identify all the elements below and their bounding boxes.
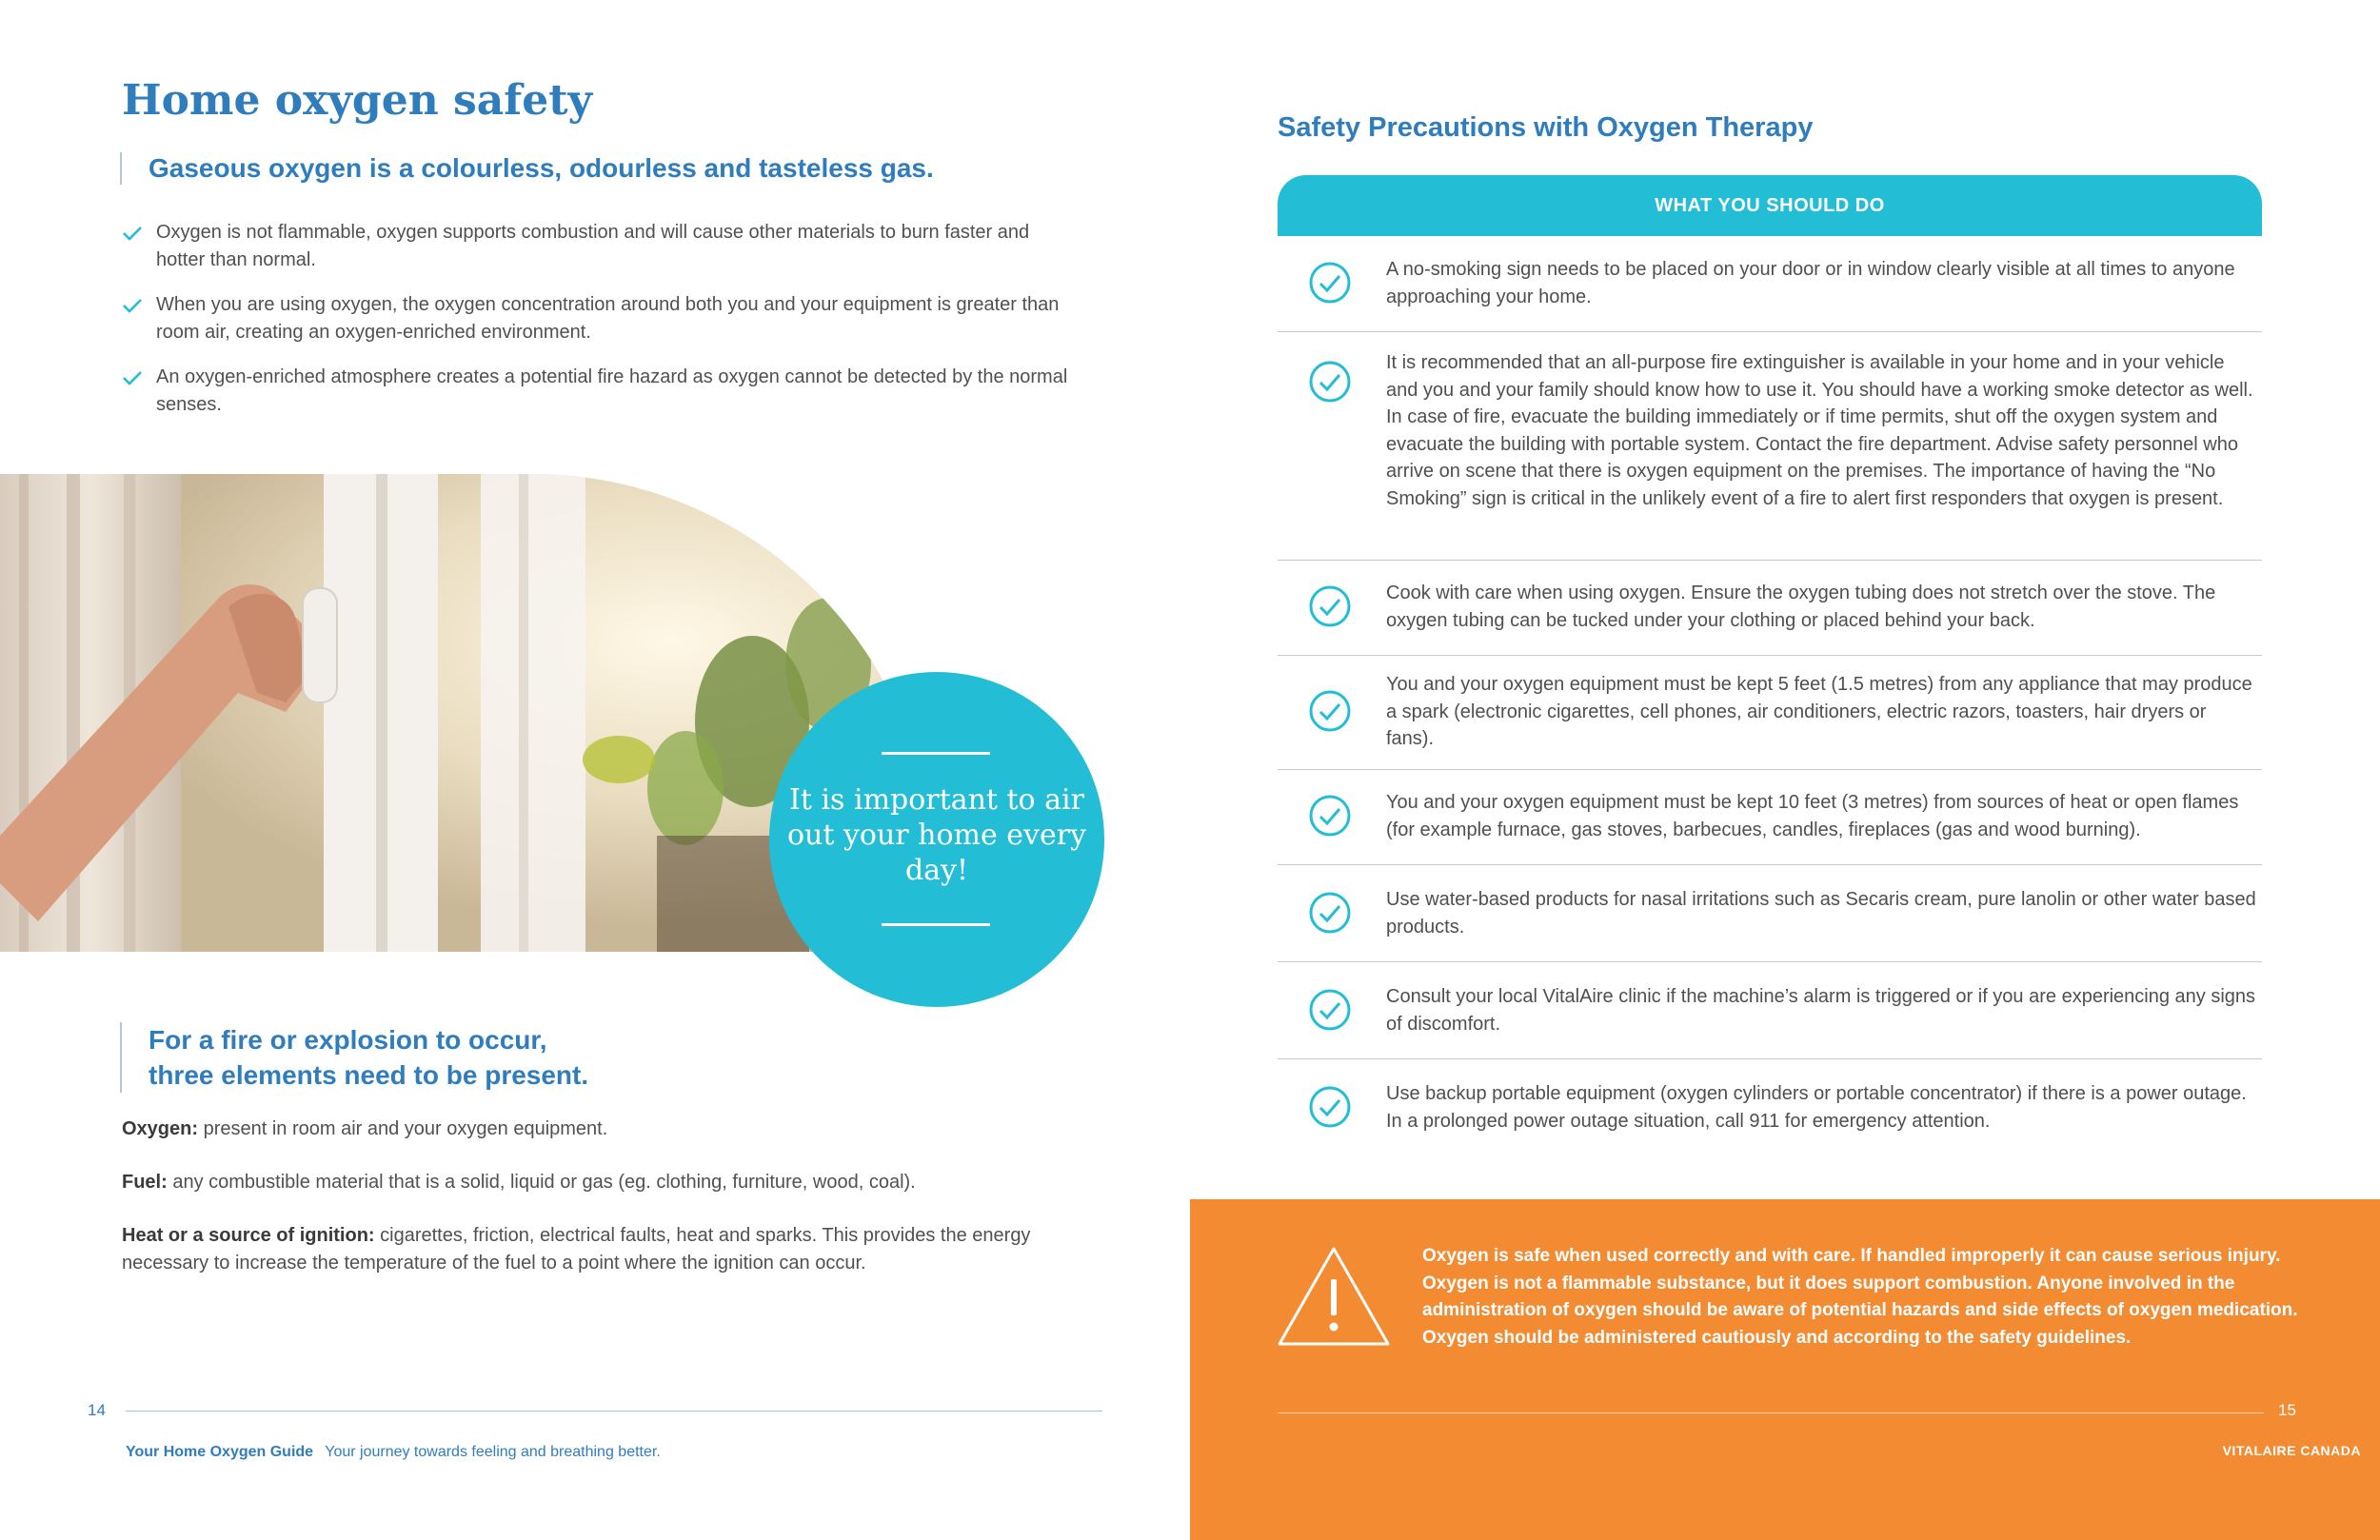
subtitle: Gaseous oxygen is a colourless, odourless and tasteless gas. xyxy=(149,153,934,183)
warning-text: Oxygen is safe when used correctly and with care. If handled improperly it can cause serious injury. Oxygen is not a flammable substance, but it does support combustion. Anyone involved in the administration of oxygen should be aware of potential hazards and side effects of oxygen medication. Oxygen should be administered cautiously and according to the safety guidelines. xyxy=(1422,1246,2298,1348)
element-text: cigarettes, friction, electrical faults, heat and sparks. This provides the energy necessary to increase the temperature of the fuel to a point where the ignition can occur. xyxy=(122,1225,1031,1273)
element-heat xyxy=(122,1222,1074,1277)
checkmark-icon xyxy=(122,225,143,242)
row-text: Cook with care when using oxygen. Ensure the oxygen tubing does not stretch over the stove. The oxygen tubing can be tucked under your clothing or placed behind your back. xyxy=(1386,582,2216,631)
warning-triangle-icon xyxy=(1276,1245,1392,1348)
row-text: Consult your local VitalAire clinic if the machine’s alarm is triggered or if you are experiencing any signs of discomfort. xyxy=(1386,986,2256,1035)
table-header: WHAT YOU SHOULD DO xyxy=(1278,175,2262,236)
table-row xyxy=(1278,769,2262,865)
page-number-left: 14 xyxy=(88,1401,106,1419)
footer-divider xyxy=(1278,1412,2264,1413)
element-oxygen xyxy=(122,1116,1074,1143)
check-circle-icon xyxy=(1308,261,1352,305)
table-row xyxy=(1278,331,2262,561)
element-term: Heat or a source of ignition: xyxy=(122,1225,375,1246)
checkmark-icon xyxy=(122,297,143,314)
element-term: Oxygen: xyxy=(122,1118,199,1139)
table-row xyxy=(1278,236,2262,332)
list-item-text: When you are using oxygen, the oxygen concentration around both you and your equipment is greater than room air, creating an oxygen-enriched environment. xyxy=(156,294,1060,343)
check-circle-icon xyxy=(1308,1085,1352,1129)
list-item xyxy=(122,219,1074,274)
table-row xyxy=(1278,560,2262,656)
check-circle-icon xyxy=(1308,689,1352,733)
element-text: any combustible material that is a solid, liquid or gas (eg. clothing, furniture, wood, coal). xyxy=(167,1172,916,1193)
fire-heading: For a fire or explosion to occur, three elements need to be present. xyxy=(149,1025,589,1090)
footer-divider xyxy=(126,1411,1102,1412)
callout-circle xyxy=(769,672,1104,1007)
footer xyxy=(126,1444,661,1461)
check-circle-icon xyxy=(1308,794,1352,838)
row-text: Use backup portable equipment (oxygen cylinders or portable concentrator) if there is a power outage. In a prolonged power outage situation, call 911 for emergency attention. xyxy=(1386,1083,2247,1132)
element-text: present in room air and your oxygen equipment. xyxy=(198,1118,608,1139)
fact-list xyxy=(122,219,1074,436)
list-item xyxy=(122,364,1074,419)
callout-divider xyxy=(882,923,990,926)
footer-brand: Your Home Oxygen Guide xyxy=(126,1444,314,1460)
table-row xyxy=(1278,961,2262,1059)
list-item-text: Oxygen is not flammable, oxygen supports combustion and will cause other materials to burn faster and hotter than normal. xyxy=(156,222,1030,270)
page-number-right: 15 xyxy=(2278,1401,2296,1419)
warning-panel xyxy=(1190,1199,2380,1540)
list-item xyxy=(122,291,1074,346)
callout-divider xyxy=(882,752,990,755)
row-text: A no-smoking sign needs to be placed on your door or in window clearly visible at all times to anyone approaching your home. xyxy=(1386,259,2235,307)
check-circle-icon xyxy=(1308,988,1352,1032)
row-text: Use water-based products for nasal irritations such as Secaris cream, pure lanolin or other water based products. xyxy=(1386,889,2256,938)
fire-heading-block xyxy=(120,1022,588,1093)
row-text: You and your oxygen equipment must be kept 10 feet (3 metres) from sources of heat or open flames (for example furnace, gas stoves, barbecues, candles, fireplaces (gas and wood burning). xyxy=(1386,792,2239,840)
row-text: You and your oxygen equipment must be kept 5 feet (1.5 metres) from any appliance that may produce a spark (electronic cigarettes, cell phones, air conditioners, electric razors, toasters, hair dryers or fans). xyxy=(1386,674,2252,749)
table-row xyxy=(1278,864,2262,962)
page-title: Home oxygen safety xyxy=(122,76,593,125)
subtitle-block xyxy=(120,152,934,185)
checkmark-icon xyxy=(122,369,143,386)
element-fuel xyxy=(122,1169,1074,1196)
check-circle-icon xyxy=(1308,891,1352,935)
footer-tagline: Your journey towards feeling and breathing better. xyxy=(325,1444,661,1460)
brand-name: VITALAIRE CANADA xyxy=(2222,1443,2361,1458)
element-term: Fuel: xyxy=(122,1172,168,1193)
list-item-text: An oxygen-enriched atmosphere creates a potential fire hazard as oxygen cannot be detected by the normal senses. xyxy=(156,366,1068,415)
table-row xyxy=(1278,655,2262,770)
callout-text: It is important to air out your home every day! xyxy=(786,783,1087,887)
check-circle-icon xyxy=(1308,584,1352,628)
row-text: It is recommended that an all-purpose fire extinguisher is available in your home and in your vehicle and you and your family should know how to use it. You should have a working smoke detector as well. In case of fire, evacuate the building immediately or if time permits, shut off the oxygen system and evacuate the building with portable system. Contact the fire department. Advise safety personnel who arrive on scene that there is oxygen equipment on the premises. The importance of having the “No Smoking” sign is critical in the unlikely event of a fire to alert first responders that oxygen is present. xyxy=(1386,352,2253,509)
section-title: Safety Precautions with Oxygen Therapy xyxy=(1278,112,1814,143)
check-circle-icon xyxy=(1308,360,1352,404)
table-row xyxy=(1278,1058,2262,1154)
